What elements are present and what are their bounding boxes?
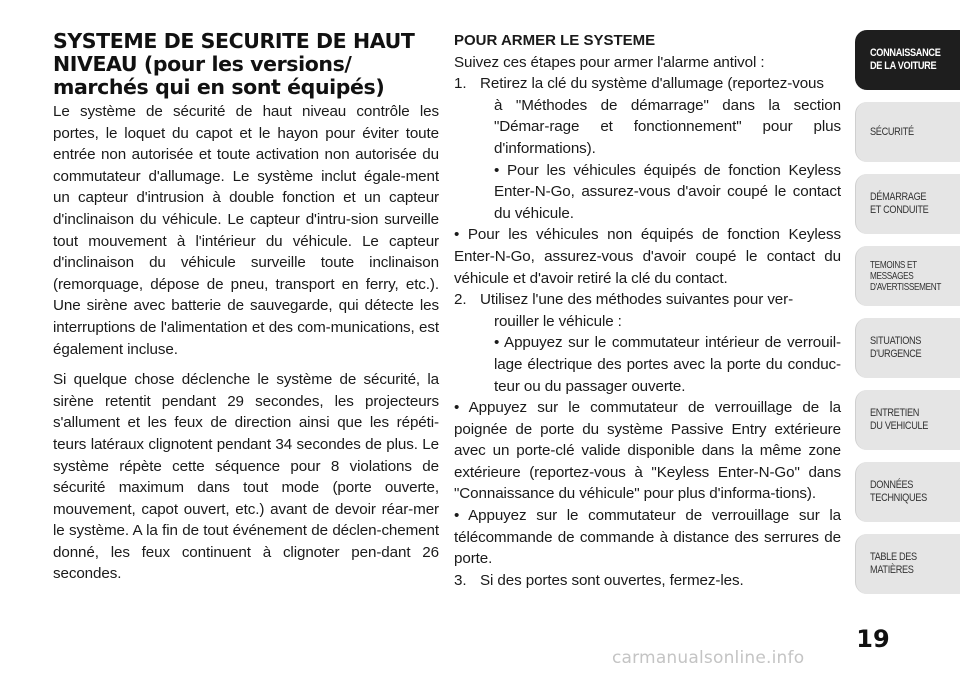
- tab-label: SITUATIONS D'URGENCE: [870, 335, 922, 360]
- step-1-first-line: Retirez la clé du système d'allumage (reportez-vous: [480, 75, 824, 93]
- paragraph-alarm-sequence: Si quelque chose déclenche le système de sécurité, la sirène retentit pendant 29 secondes, les projecteurs s'allument et les feux de direction ainsi que les répéti-teurs latéraux clignotent pendant 34 secondes de plus. Le système répète cette séquence pour 8 violations de sécurité maximum dans tout mode (porte ouverte, mouvement, capot ouvert, etc.) avant de devoir réar-mer le système. A la fin de tout événement de déclen-chement donné, les feux continuent à clignoter pen-dant 26 secondes.: [53, 371, 439, 583]
- section-heading: SYSTEME DE SECURITE DE HAUT NIVEAU (pour les versions/ marchés qui en sont équipés): [53, 29, 415, 99]
- bullet-remote: • Appuyez sur le commutateur de verrouillage sur la télécommande de commande à distance des serrures de porte.: [454, 507, 841, 568]
- step-2: [454, 289, 841, 332]
- tab-label: SÉCURITÉ: [870, 125, 914, 138]
- tab-label: DÉMARRAGE ET CONDUITE: [870, 191, 929, 216]
- tab-entretien-vehicule[interactable]: [855, 390, 960, 450]
- step-2-first-line: Utilisez l'une des méthodes suivantes pour ver-: [480, 291, 794, 309]
- step-3-number: 3.: [454, 571, 467, 589]
- step-2-bullet: • Appuyez sur le commutateur intérieur de verrouil-lage électrique des portes avec la porte du conduc-teur ou du passager ouverte.: [494, 334, 841, 395]
- step-1-bullet: • Pour les véhicules équipés de fonction Keyless Enter-N-Go, assurez-vous d'avoir coupé le contact du véhicule.: [494, 161, 841, 222]
- tab-demarrage-conduite[interactable]: [855, 174, 960, 234]
- step-3-text: Si des portes sont ouvertes, fermez-les.: [480, 571, 744, 589]
- step-1-rest: à "Méthodes de démarrage" dans la section "Démar-rage et fonctionnement" pour plus d'informations).: [494, 96, 841, 157]
- tab-label: DONNÉES TECHNIQUES: [870, 479, 927, 504]
- bullet-passive-entry: • Appuyez sur le commutateur de verrouillage de la poignée de porte du système Passive Entry extérieure avec un porte-clé valide disponible dans la même zone extérieure (reportez-vous à "Keyless Enter-N-Go" dans "Connaissance du véhicule" pour plus d'informa-tions).: [454, 399, 841, 503]
- tab-label: TEMOINS ET MESSAGES D'AVERTISSEMENT: [870, 259, 942, 293]
- step-1-text: [480, 73, 841, 159]
- step-1-number: 1.: [454, 75, 467, 93]
- step-1: [454, 73, 841, 159]
- tab-securite[interactable]: [855, 102, 960, 162]
- paragraph-system-description: Le système de sécurité de haut niveau contrôle les portes, le loquet du capot et le hayon pour éviter toute entrée non autorisée et toute activation non autorisée du commutateur d'allumage. Le système inclut égale-ment un capteur d'intrusion à double fonction et un capteur d'inclinaison du véhicule. Le capteur d'intru-sion surveille tout mouvement à l'intérieur du véhicule. Le capteur d'inclinaison du véhicule surveille toute inclinaison (remorquage, dépose de pneu, transport en ferry, etc.). Une sirène avec batterie de sauvegarde, qui détecte les interruptions de l'alimentation et des com-munications, est également incluse.: [53, 103, 439, 358]
- tab-table-matieres[interactable]: [855, 534, 960, 594]
- bullet-non-keyless: • Pour les véhicules non équipés de fonction Keyless Enter-N-Go, assurez-vous d'avoir coupé le contact du véhicule et d'avoir retiré la clé du contact.: [454, 226, 841, 287]
- tab-label: CONNAISSANCE DE LA VOITURE: [870, 47, 941, 72]
- watermark: carmanualsonline.info: [612, 648, 805, 668]
- chapter-tabs: [855, 30, 960, 606]
- step-3: [454, 570, 841, 592]
- step-2-rest: rouiller le véhicule :: [494, 312, 622, 330]
- step-2-text: [480, 289, 841, 332]
- tab-label: TABLE DES MATIÈRES: [870, 551, 917, 576]
- tab-donnees-techniques[interactable]: [855, 462, 960, 522]
- intro-text: Suivez ces étapes pour armer l'alarme antivol :: [454, 53, 765, 71]
- page-number: 19: [856, 625, 890, 653]
- tab-connaissance-voiture[interactable]: [855, 30, 960, 90]
- tab-temoins-messages[interactable]: [855, 246, 960, 306]
- right-column: [454, 30, 841, 591]
- step-2-number: 2.: [454, 291, 467, 309]
- left-column: [53, 30, 439, 585]
- subheading-arm-system: POUR ARMER LE SYSTEME: [454, 32, 656, 49]
- tab-situations-urgence[interactable]: [855, 318, 960, 378]
- tab-label: ENTRETIEN DU VEHICULE: [870, 407, 929, 432]
